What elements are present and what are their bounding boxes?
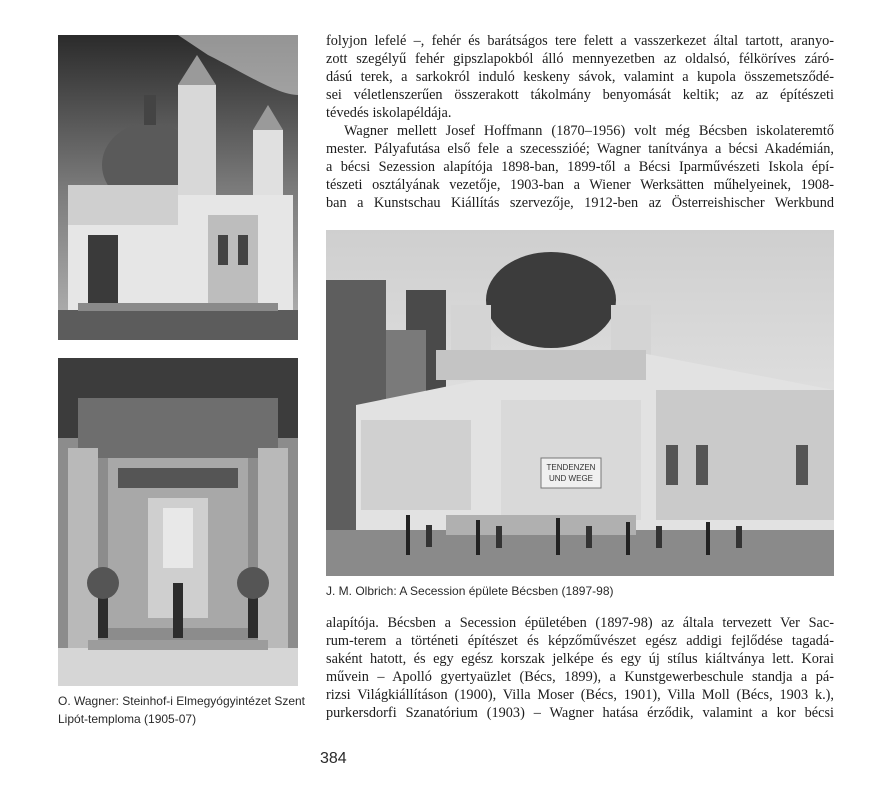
sign-text: UND WEGE bbox=[549, 474, 593, 483]
text-block-bottom bbox=[326, 614, 834, 722]
page-number: 384 bbox=[320, 750, 347, 767]
caption-line: O. Wagner: Steinhof-i Elmegyógyintézet Szent bbox=[58, 694, 306, 708]
text-line: alapítója. Bécsben a Secession épületében (1897-98) az általa tervezett Ver Sac- bbox=[326, 615, 834, 631]
text-line: mester. Pályafutása első fele a szecesszióé; Wagner tanítványa a bécsi Akadémián, bbox=[326, 141, 834, 157]
text-line: folyjon lefelé –, fehér és barátságos tere felett a vasszerkezet által tartott, aranyo- bbox=[326, 33, 834, 49]
steinhof-caption bbox=[58, 692, 308, 728]
text-line: sei véletlenszerűen összerakott tákolmány benyomását keltik; az az építészeti bbox=[326, 87, 834, 103]
text-line: rizsi Világkiállításon (1900), Villa Moser (Bécs, 1901), Villa Moll (Bécs, 1903 k.), bbox=[326, 687, 834, 703]
text-line: zott szegélyű fehér gipszlapokból álló mennyezetben az oldalsó, félköríves záró- bbox=[326, 51, 834, 67]
steinhof-church-photo bbox=[58, 35, 298, 340]
text-line: ban a Kunstschau Kiállítás szervezője, 1912-ben az Österreishischer Werkbund bbox=[326, 195, 834, 211]
text-line: purkersdorfi Szanatórium (1903) – Wagner hatása érződik, valamint a kor bécsi bbox=[326, 705, 834, 721]
text-line: Wagner mellett Josef Hoffmann (1870–1956) volt még Bécsben iskolateremtő bbox=[344, 123, 834, 139]
secession-caption: J. M. Olbrich: A Secession épülete Bécsben (1897-98) bbox=[326, 584, 614, 598]
text-line: rum-terem a történeti építészet és képzőművészet egész addigi fejlődése tagadá- bbox=[326, 633, 834, 649]
sign-text: TENDENZEN bbox=[546, 463, 596, 472]
text-line: tévedés iskolapéldája. bbox=[326, 105, 452, 121]
caption-line: Lipót-temploma (1905-07) bbox=[58, 712, 197, 726]
text-line: művein – Apolló gyertyaüzlet (Bécs, 1899), a Kunstgewerbeschule standja a pá- bbox=[326, 669, 834, 685]
text-line: dású terek, a sarkokról induló keskeny sávok, valamint a kupola összemetsződé- bbox=[326, 69, 834, 85]
secession-building-photo bbox=[326, 230, 834, 576]
text-line: a bécsi Sezession alapítója 1898-ban, 1899-től a Bécsi Iparművészeti Iskola épí- bbox=[326, 159, 834, 175]
text-line: tészeti osztályának vezetője, 1903-ban a Wiener Werksätten műhelyeinek, 1908- bbox=[326, 177, 834, 193]
steinhof-interior-photo bbox=[58, 358, 298, 686]
text-line: saként hatott, és egy egész korszak jelképe és egy új stílus kiáltványa lett. Korai bbox=[326, 651, 834, 667]
text-block-top bbox=[326, 32, 834, 212]
